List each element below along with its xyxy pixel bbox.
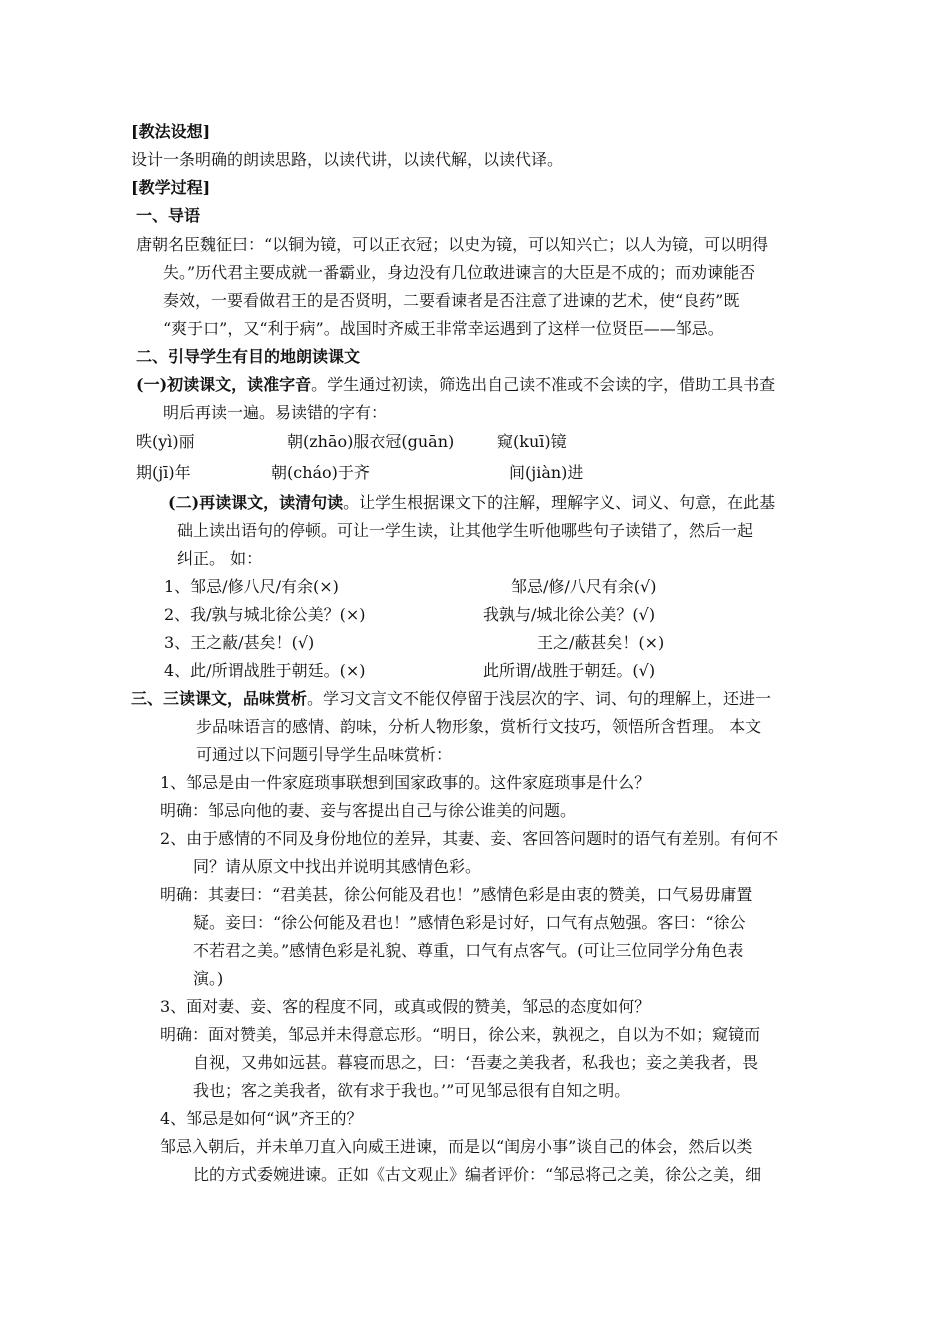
answer-2-line-3: 不若君之美。”感情色彩是礼貌、尊重，口气有点客气。(可让三位同学分角色表 <box>193 941 744 960</box>
pron-row1-item-2: 朝(zhāo)服衣冠(guān) <box>287 432 455 451</box>
part2-sub2-text: 。让学生根据课文下的注解，理解字义、词义、句意，在此基 <box>343 493 776 512</box>
pause-example-2-left: 2、我/孰与城北徐公美？(×) <box>164 605 366 624</box>
question-2-line-2: 同？请从原文中找出并说明其感情色彩。 <box>193 857 482 876</box>
pron-row1-item-1: 昳(yì)丽 <box>136 432 195 451</box>
method-text: 设计一条明确的朗读思路，以读代讲，以读代解，以读代译。 <box>131 150 564 169</box>
answer-3-line-2: 自视，又弗如远甚。暮寝而思之，曰：‘吾妻之美我者，私我也；妾之美我者，畏 <box>193 1053 759 1072</box>
method-heading: [教法设想] <box>131 122 211 141</box>
answer-3-line-1: 明确：面对赞美，邹忌并未得意忘形。“明日，徐公来，孰视之，自以为不如；窥镜而 <box>160 1025 761 1044</box>
pause-example-4-right: 此所谓/战胜于朝廷。(√) <box>483 661 656 680</box>
part2-sub2-line-1 <box>168 489 775 517</box>
process-heading: [教学过程] <box>131 178 211 197</box>
answer-1: 明确：邹忌向他的妻、妾与客提出自己与徐公谁美的问题。 <box>160 801 577 820</box>
question-3: 3、面对妻、妾、客的程度不同，或真或假的赞美，邹忌的态度如何？ <box>160 997 651 1016</box>
pron-row1-item-3: 窥(kuī)镜 <box>497 432 567 451</box>
part2-sub1-line-1 <box>136 371 775 399</box>
part3-intro-text: 。学习文言文不能仅停留于浅层次的字、词、句的理解上，还进一 <box>307 689 772 708</box>
part2-heading: 二、引导学生有目的地朗读课文 <box>136 347 361 366</box>
answer-3-line-3: 我也；客之美我者，欲有求于我也。’”可见邹忌很有自知之明。 <box>193 1081 631 1100</box>
part1-line-1: 唐朝名臣魏征曰：“以铜为镜，可以正衣冠；以史为镜，可以知兴亡；以人为镜，可以明得 <box>136 235 769 254</box>
answer-2-line-1: 明确：其妻曰：“君美甚，徐公何能及君也！”感情色彩是由衷的赞美，口气易毋庸置 <box>160 885 753 904</box>
pause-example-3-right: 王之/蔽甚矣！(×) <box>537 633 665 652</box>
pause-example-4-left: 4、此/所谓战胜于朝廷。(×) <box>164 661 366 680</box>
question-4: 4、邹忌是如何“讽”齐王的？ <box>160 1109 363 1128</box>
part2-sub2-title: (二)再读课文，读清句读 <box>168 493 344 512</box>
pron-row2-item-1: 期(jī)年 <box>136 463 191 482</box>
pause-example-2-right: 我孰与/城北徐公美？(√) <box>483 605 656 624</box>
pause-example-1-left: 1、邹忌/修八尺/有余(×) <box>164 577 339 596</box>
part1-line-3: 奏效，一要看做君王的是否贤明，二要看谏者是否注意了进谏的艺术，使“良药”既 <box>163 291 740 310</box>
pron-row2-item-3: 间(jiàn)进 <box>509 463 584 482</box>
pron-row2-item-2: 朝(cháo)于齐 <box>271 463 370 482</box>
part2-sub2-line-3: 纠正。 如： <box>177 549 263 568</box>
part3-line-1 <box>131 685 771 713</box>
part1-heading: 一、导语 <box>136 206 201 225</box>
part1-line-4: “爽于口”，又“利于病”。战国时齐威王非常幸运遇到了这样一位贤臣——邹忌。 <box>163 319 724 338</box>
pause-example-1-right: 邹忌/修/八尺有余(√) <box>511 577 657 596</box>
answer-4-line-1: 邹忌入朝后，并未单刀直入向威王进谏，而是以“闺房小事”谈自己的体会，然后以类 <box>160 1137 753 1156</box>
question-1: 1、邹忌是由一件家庭琐事联想到国家政事的。这件家庭琐事是什么？ <box>160 773 651 792</box>
part2-sub2-line-2: 础上读出语句的停顿。可让一学生读，让其他学生听他哪些句子读错了，然后一起 <box>177 521 754 540</box>
part2-sub1-line-2: 明后再读一遍。易读错的字有： <box>163 403 388 422</box>
answer-4-line-2: 比的方式委婉进谏。正如《古文观止》编者评价：“邹忌将己之美，徐公之美，细 <box>193 1165 762 1184</box>
part2-sub1-title: (一)初读课文，读准字音 <box>136 375 312 394</box>
answer-2-line-4: 演。) <box>193 969 224 988</box>
part3-heading: 三、三读课文，品味赏析 <box>131 689 308 708</box>
part2-sub1-text: 。学生通过初读，筛选出自己读不准或不会读的字，借助工具书查 <box>311 375 776 394</box>
pause-example-3-left: 3、王之蔽/甚矣！(√) <box>164 633 315 652</box>
part1-line-2: 失。”历代君主要成就一番霸业，身边没有几位敢进谏言的大臣是不成的；而劝谏能否 <box>163 263 756 282</box>
question-2-line-1: 2、由于感情的不同及身份地位的差异，其妻、妾、客回答问题时的语气有差别。有何不 <box>160 829 779 848</box>
answer-2-line-2: 疑。妾曰：“徐公何能及君也！”感情色彩是讨好，口气有点勉强。客曰：“徐公 <box>193 913 746 932</box>
part3-intro-line-2: 步品味语言的感情、韵味，分析人物形象，赏析行文技巧，领悟所含哲理。 本文 <box>196 717 762 736</box>
part3-intro-line-3: 可通过以下问题引导学生品味赏析： <box>196 745 453 764</box>
